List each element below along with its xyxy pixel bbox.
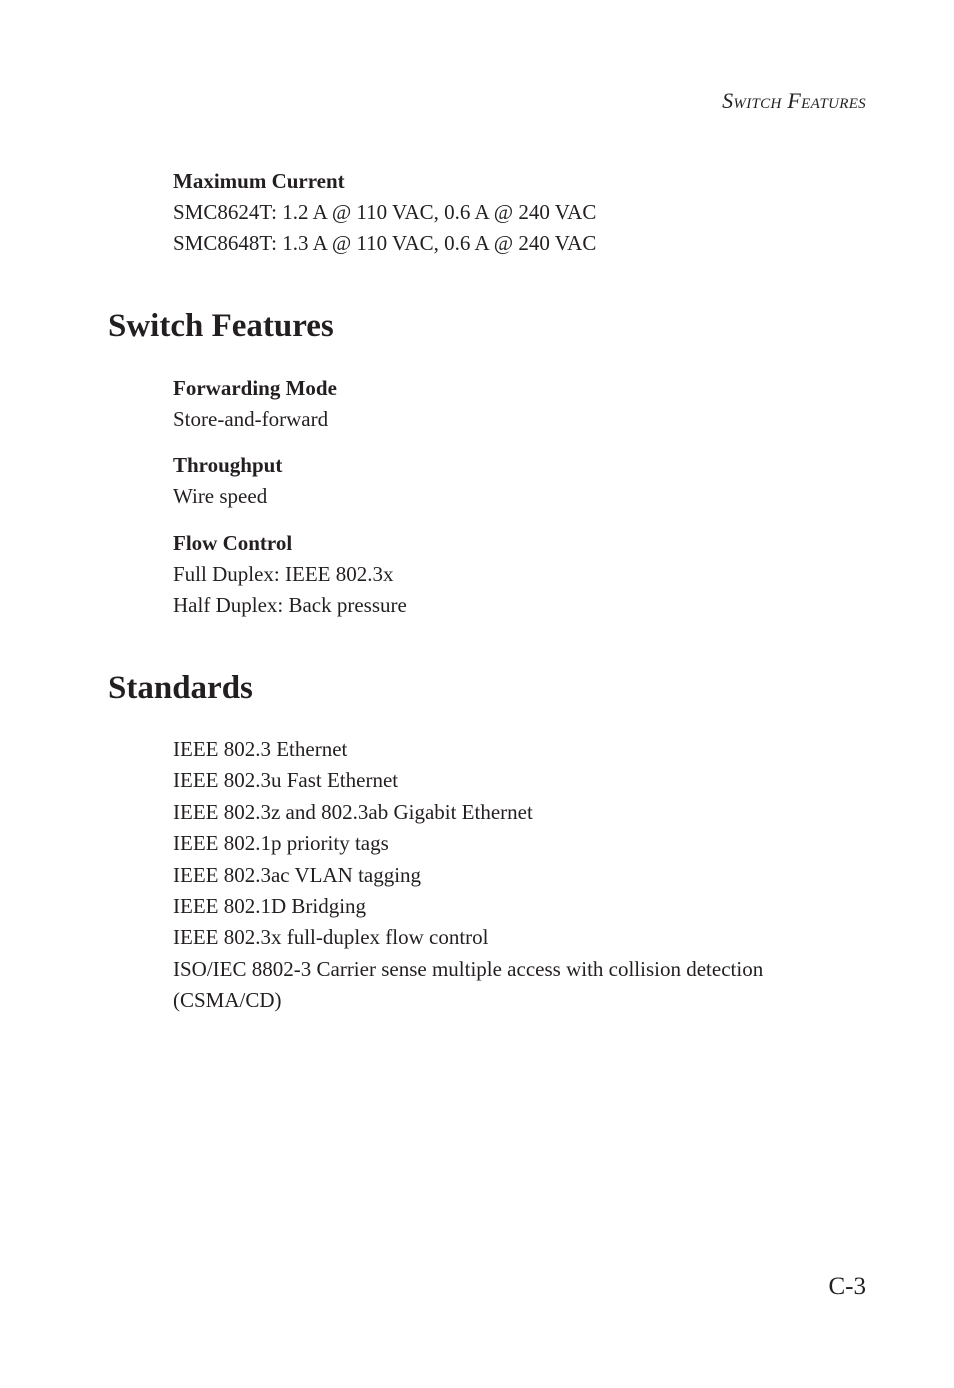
flow-control-block <box>173 528 873 622</box>
standards-heading: Standards <box>108 670 253 706</box>
standard-item-continuation: (CSMA/CD) <box>173 988 282 1013</box>
throughput-block <box>173 450 873 512</box>
forwarding-mode-value: Store-and-forward <box>173 407 329 431</box>
forwarding-mode-term: Forwarding Mode <box>173 376 337 400</box>
throughput-term: Throughput <box>173 453 283 477</box>
standard-item: IEEE 802.3 Ethernet <box>173 737 348 761</box>
flow-control-line-1: Full Duplex: IEEE 802.3x <box>173 562 394 586</box>
standard-item: IEEE 802.3ac VLAN tagging <box>173 862 422 887</box>
forwarding-mode-block <box>173 373 873 435</box>
running-header: Switch Features <box>722 88 866 113</box>
maximum-current-term: Maximum Current <box>173 169 345 193</box>
throughput-value: Wire speed <box>173 484 268 508</box>
standards-list <box>173 734 873 1017</box>
page-number: C-3 <box>828 1273 866 1300</box>
flow-control-line-2: Half Duplex: Back pressure <box>173 593 407 618</box>
standard-item: ISO/IEC 8802-3 Carrier sense multiple access with collision detection <box>173 956 764 981</box>
standard-item: IEEE 802.3x full-duplex flow control <box>173 925 489 950</box>
standard-item: IEEE 802.1p priority tags <box>173 831 389 856</box>
flow-control-term: Flow Control <box>173 531 293 555</box>
maximum-current-line-1: SMC8624T: 1.2 A @ 110 VAC, 0.6 A @ 240 VAC <box>173 200 597 224</box>
maximum-current-line-2: SMC8648T: 1.3 A @ 110 VAC, 0.6 A @ 240 VAC <box>173 231 597 256</box>
standard-item: IEEE 802.3z and 802.3ab Gigabit Ethernet <box>173 799 533 824</box>
maximum-current-block <box>173 166 873 260</box>
standard-item: IEEE 802.3u Fast Ethernet <box>173 768 399 793</box>
switch-features-heading: Switch Features <box>108 308 334 344</box>
standard-item: IEEE 802.1D Bridging <box>173 894 367 919</box>
